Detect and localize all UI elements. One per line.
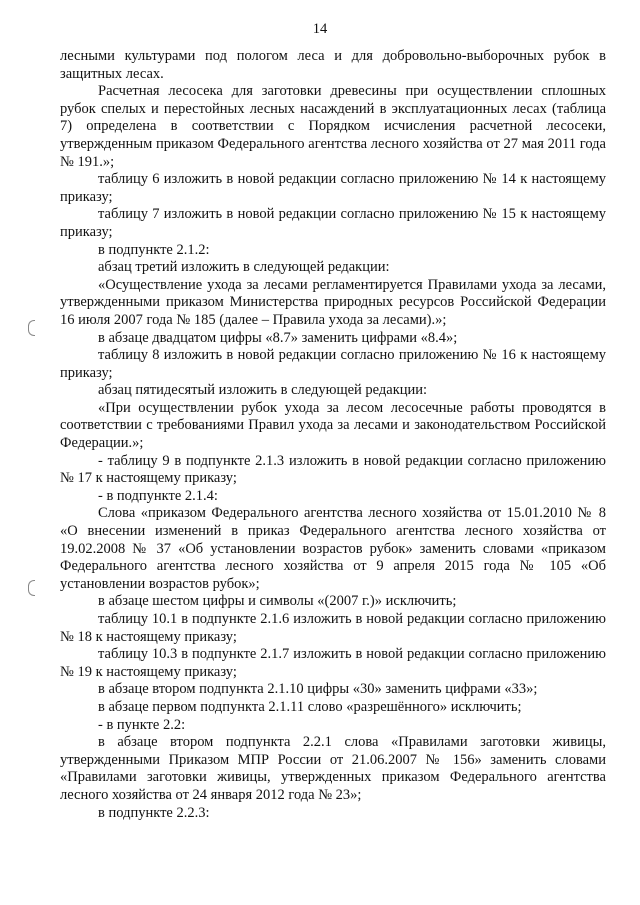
paragraph: в подпункте 2.2.3: xyxy=(98,804,210,821)
paragraph: лесными культурами под пологом леса и для добровольно-выборочных рубок в защитных лесах. xyxy=(60,48,606,82)
margin-bracket-mark xyxy=(28,320,35,336)
paragraph: Слова «приказом Федерального агентства лесного хозяйства от 15.01.2010 № 8 «О внесении изменений в приказ Федерального агентства лесного хозяйства от 19.02.2008 № 37 «Об установлении возрастов рубок» заменить словами «приказом Федерального агентства лесного хозяйства от 9 апреля 2015 года № 105 «Об установлении возрастов рубок»; xyxy=(60,505,606,592)
paragraph: в абзаце шестом цифры и символы «(2007 г.)» исключить; xyxy=(98,593,457,610)
paragraph: в абзаце двадцатом цифры «8.7» заменить цифрами «8.4»; xyxy=(98,329,458,346)
paragraph: в абзаце втором подпункта 2.1.10 цифры «30» заменить цифрами «33»; xyxy=(98,681,538,698)
paragraph: абзац третий изложить в следующей редакции: xyxy=(98,259,390,276)
paragraph: таблицу 7 изложить в новой редакции согласно приложению № 15 к настоящему приказу; xyxy=(60,206,606,240)
paragraph: в подпункте 2.1.2: xyxy=(98,241,210,258)
paragraph: - в пункте 2.2: xyxy=(98,716,186,733)
paragraph: «Осуществление ухода за лесами регламентируется Правилами ухода за лесами, утвержденными приказом Министерства природных ресурсов Российской Федерации 16 июля 2007 года № 185 (далее – Правила ухода за лесами).»; xyxy=(60,276,606,328)
paragraph: таблицу 10.3 в подпункте 2.1.7 изложить в новой редакции согласно приложению № 19 к настоящему приказу; xyxy=(60,646,606,680)
paragraph: таблицу 6 изложить в новой редакции согласно приложению № 14 к настоящему приказу; xyxy=(60,171,606,205)
paragraph: Расчетная лесосека для заготовки древесины при осуществлении сплошных рубок спелых и перестойных лесных насаждений в эксплуатационных лесах (таблица 7) определена в соответствии с Порядком исчисления расчетной лесосеки, утвержденным приказом Федерального агентства лесного хозяйства от 27 мая 2011 года № 191.»; xyxy=(60,83,606,170)
margin-bracket-mark xyxy=(28,580,35,596)
paragraph: абзац пятидесятый изложить в следующей редакции: xyxy=(98,382,428,399)
page-number: 14 xyxy=(312,21,328,37)
paragraph: в абзаце первом подпункта 2.1.11 слово «разрешённого» исключить; xyxy=(98,698,522,715)
paragraph: «При осуществлении рубок ухода за лесом лесосечные работы проводятся в соответствии с требованиями Правил ухода за лесами и законодательством Российской Федерации.»; xyxy=(60,399,606,452)
document-body xyxy=(60,48,606,822)
paragraph: - в подпункте 2.1.4: xyxy=(98,487,218,504)
paragraph: в абзаце втором подпункта 2.2.1 слова «Правилами заготовки живицы, утвержденными Приказом МПР России от 21.06.2007 № 156» заменить словами «Правилами заготовки живицы, утвержденных приказом Федерального агентства лесного хозяйства от 24 января 2012 года № 23»; xyxy=(60,734,606,803)
paragraph: таблицу 10.1 в подпункте 2.1.6 изложить в новой редакции согласно приложению № 18 к настоящему приказу; xyxy=(60,611,606,645)
paragraph: таблицу 8 изложить в новой редакции согласно приложению № 16 к настоящему приказу; xyxy=(60,347,606,381)
paragraph: - таблицу 9 в подпункте 2.1.3 изложить в новой редакции согласно приложению № 17 к настоящему приказу; xyxy=(60,452,606,487)
